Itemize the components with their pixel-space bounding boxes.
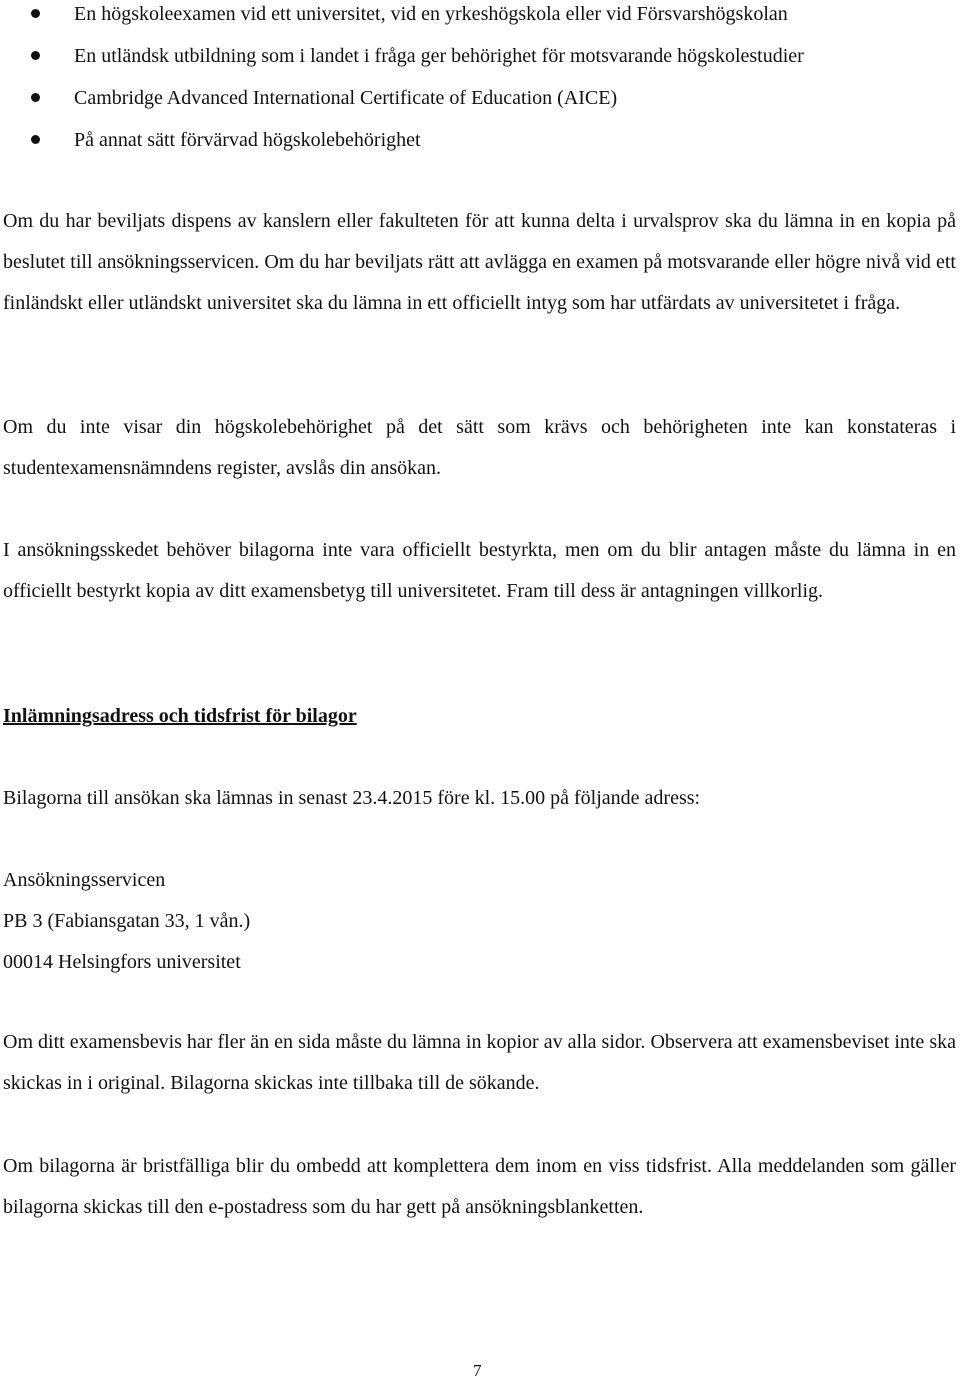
- list-item-text: En högskoleexamen vid ett universitet, vid en yrkeshögskola eller vid Försvarshögskolan: [74, 3, 788, 25]
- list-item-text: Cambridge Advanced International Certificate of Education (AICE): [74, 87, 618, 109]
- section-heading: Inlämningsadress och tidsfrist för bilagor: [3, 705, 357, 727]
- list-item-text: En utländsk utbildning som i landet i fråga ger behörighet för motsvarande högskolestudier: [74, 45, 804, 67]
- bristfalliga-paragraph: Om bilagorna är bristfälliga blir du ombedd att komplettera dem inom en viss tidsfrist. Alla meddelanden som gäller bilagorna skickas till den e-postadress som du har gett på ansökningsblanketten.: [3, 1155, 956, 1218]
- address-line: 00014 Helsingfors universitet: [3, 951, 241, 973]
- address-line: PB 3 (Fabiansgatan 33, 1 vån.): [3, 910, 251, 932]
- bullet-icon: [31, 93, 40, 102]
- bullet-icon: [31, 9, 40, 18]
- bestyrkta-paragraph: I ansökningsskedet behöver bilagorna inte vara officiellt bestyrkta, men om du blir antagen måste du lämna in en officiellt bestyrkt kopia av ditt examensbetyg till universitetet. Fram till dess är antagningen villkorlig.: [3, 539, 956, 602]
- avslag-paragraph: Om du inte visar din högskolebehörighet på det sätt som krävs och behörigheten inte kan konstateras i studentexamensnämndens register, avslås din ansökan.: [3, 416, 956, 479]
- list-item-text: På annat sätt förvärvad högskolebehörighet: [74, 129, 421, 151]
- bullet-icon: [31, 135, 40, 144]
- kopior-paragraph: Om ditt examensbevis har fler än en sida måste du lämna in kopior av alla sidor. Observera att examensbeviset inte ska skickas in i original. Bilagorna skickas inte tillbaka till de sökande.: [3, 1031, 956, 1094]
- dispens-paragraph: Om du har beviljats dispens av kanslern eller fakulteten för att kunna delta i urvalsprov ska du lämna in en kopia på beslutet till ansökningsservicen. Om du har beviljats rätt att avlägga en examen på motsvarande eller högre nivå vid ett finländskt eller utländskt universitet ska du lämna in ett officiellt intyg som har utfärdats av universitetet i fråga.: [3, 210, 956, 314]
- bullet-icon: [31, 51, 40, 60]
- page-number: 7: [473, 1361, 482, 1380]
- address-line: Ansökningsservicen: [3, 869, 166, 891]
- deadline-paragraph: Bilagorna till ansökan ska lämnas in senast 23.4.2015 före kl. 15.00 på följande adress:: [3, 787, 701, 809]
